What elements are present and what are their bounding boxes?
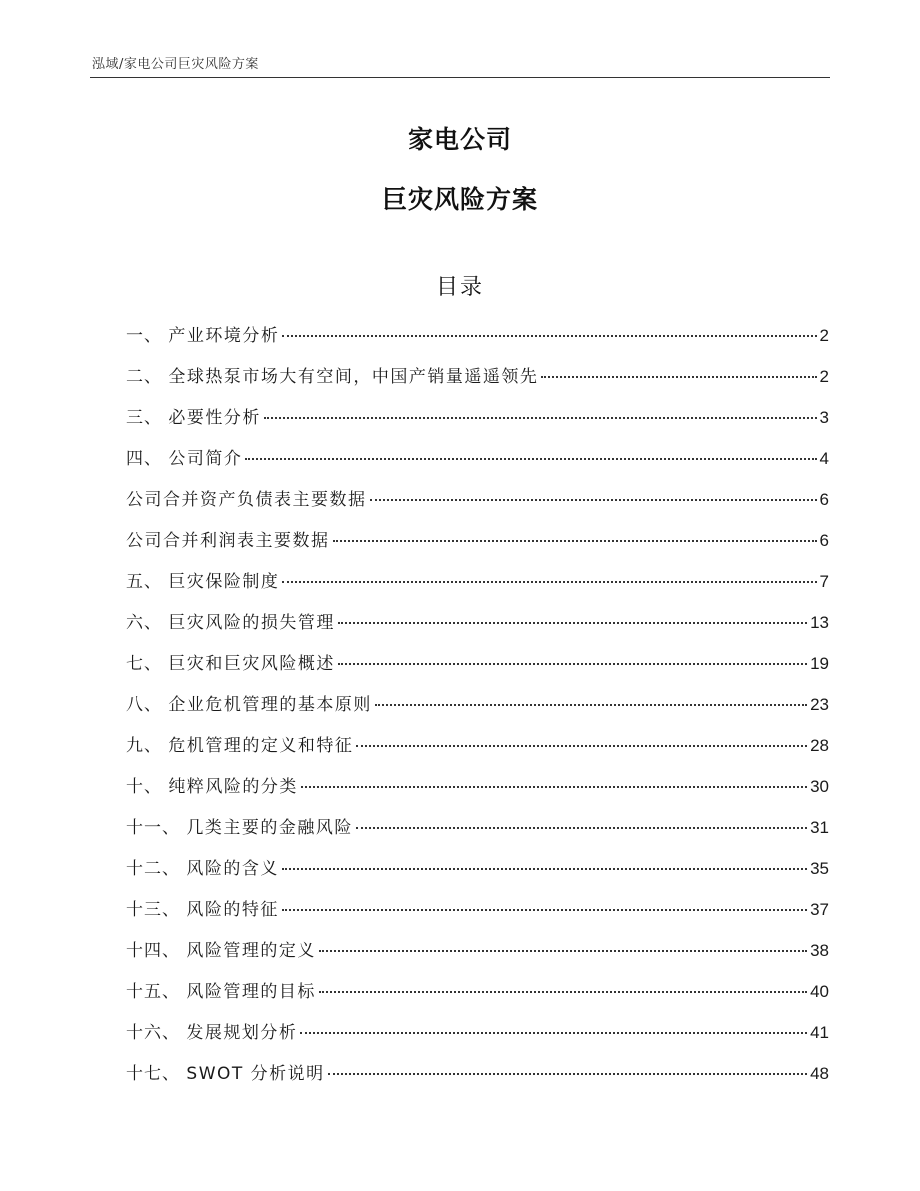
- toc-entry-number: 二、: [126, 367, 169, 387]
- toc-entry-page: 13: [810, 613, 829, 632]
- toc-entry-number: 十二、: [126, 859, 187, 879]
- toc-leader-dots: [356, 745, 807, 747]
- toc-entry-label: 风险管理的目标: [186, 982, 316, 1002]
- toc-entry-7[interactable]: [126, 567, 829, 608]
- toc-entry-18[interactable]: [126, 1018, 829, 1059]
- toc-entry-page: 28: [810, 736, 829, 755]
- toc-entry-page: 37: [810, 900, 829, 919]
- toc-entry-5[interactable]: [126, 485, 829, 526]
- toc-entry-19[interactable]: [126, 1059, 829, 1100]
- toc-entry-label: 巨灾和巨灾风险概述: [168, 654, 335, 674]
- toc-entry-page: 6: [819, 531, 829, 550]
- toc-entry-15[interactable]: [126, 895, 829, 936]
- toc-leader-dots: [282, 909, 807, 911]
- toc-entry-6[interactable]: [126, 526, 829, 567]
- toc-entry-page: 41: [810, 1023, 829, 1042]
- table-of-contents: [126, 321, 829, 1100]
- toc-entry-9[interactable]: [126, 649, 829, 690]
- toc-entry-label: 产业环境分析: [168, 326, 280, 346]
- toc-entry-3[interactable]: [126, 403, 829, 444]
- toc-entry-page: 35: [810, 859, 829, 878]
- toc-entry-page: 2: [819, 367, 829, 386]
- toc-entry-page: 48: [810, 1064, 829, 1083]
- toc-entry-label: 发展规划分析: [186, 1023, 298, 1043]
- toc-entry-10[interactable]: [126, 690, 829, 731]
- toc-leader-dots: [338, 663, 807, 665]
- toc-entry-label: 纯粹风险的分类: [168, 777, 298, 797]
- toc-leader-dots: [338, 622, 807, 624]
- toc-leader-dots: [319, 991, 807, 993]
- toc-heading: 目录: [435, 275, 484, 300]
- toc-leader-dots: [282, 335, 816, 337]
- toc-entry-label: 公司合并资产负债表主要数据: [126, 490, 367, 510]
- toc-entry-number: 十六、: [126, 1023, 187, 1043]
- toc-leader-dots: [541, 376, 816, 378]
- toc-entry-number: 六、: [126, 613, 169, 633]
- toc-entry-number: 九、: [126, 736, 169, 756]
- toc-entry-label: 风险的含义: [186, 859, 279, 879]
- toc-entry-page: 38: [810, 941, 829, 960]
- toc-leader-dots: [333, 540, 817, 542]
- toc-entry-label: 危机管理的定义和特征: [168, 736, 354, 756]
- toc-entry-number: 十四、: [126, 941, 187, 961]
- toc-entry-page: 6: [819, 490, 829, 509]
- document-title-line-1: 家电公司: [407, 125, 512, 154]
- toc-entry-page: 3: [819, 408, 829, 427]
- toc-leader-dots: [328, 1073, 807, 1075]
- toc-leader-dots: [301, 786, 807, 788]
- toc-entry-12[interactable]: [126, 772, 829, 813]
- toc-leader-dots: [264, 417, 817, 419]
- toc-leader-dots: [375, 704, 807, 706]
- toc-entry-label: 巨灾风险的损失管理: [168, 613, 335, 633]
- toc-entry-11[interactable]: [126, 731, 829, 772]
- toc-entry-17[interactable]: [126, 977, 829, 1018]
- toc-entry-label: 风险的特征: [186, 900, 279, 920]
- toc-entry-4[interactable]: [126, 444, 829, 485]
- toc-entry-page: 23: [810, 695, 829, 714]
- toc-entry-page: 31: [810, 818, 829, 837]
- document-title-line-2: 巨灾风险方案: [381, 185, 538, 214]
- toc-entry-label: 风险管理的定义: [186, 941, 316, 961]
- toc-entry-13[interactable]: [126, 813, 829, 854]
- toc-entry-label: 几类主要的金融风险: [186, 818, 353, 838]
- toc-entry-page: 2: [819, 326, 829, 345]
- toc-entry-8[interactable]: [126, 608, 829, 649]
- toc-entry-page: 40: [810, 982, 829, 1001]
- toc-entry-number: 十五、: [126, 982, 187, 1002]
- toc-entry-number: 五、: [126, 572, 169, 592]
- toc-entry-page: 19: [810, 654, 829, 673]
- toc-entry-label: 企业危机管理的基本原则: [168, 695, 372, 715]
- toc-entry-label: SWOT 分析说明: [186, 1064, 325, 1084]
- toc-entry-number: 三、: [126, 408, 169, 428]
- toc-entry-2[interactable]: [126, 362, 829, 403]
- toc-entry-number: 十七、: [126, 1064, 187, 1084]
- running-header: 泓域/家电公司巨灾风险方案: [92, 57, 259, 72]
- toc-entry-number: 四、: [126, 449, 169, 469]
- toc-leader-dots: [319, 950, 807, 952]
- toc-leader-dots: [300, 1032, 807, 1034]
- header-divider: [90, 77, 830, 78]
- toc-entry-number: 十一、: [126, 818, 187, 838]
- toc-leader-dots: [356, 827, 807, 829]
- toc-entry-16[interactable]: [126, 936, 829, 977]
- toc-leader-dots: [282, 868, 807, 870]
- toc-leader-dots: [245, 458, 816, 460]
- toc-entry-label: 公司合并利润表主要数据: [126, 531, 330, 551]
- toc-entry-page: 4: [819, 449, 829, 468]
- toc-entry-label: 公司简介: [168, 449, 243, 469]
- toc-entry-number: 一、: [126, 326, 169, 346]
- toc-entry-label: 全球热泵市场大有空间，中国产销量遥遥领先: [168, 367, 539, 387]
- toc-entry-14[interactable]: [126, 854, 829, 895]
- toc-entry-number: 八、: [126, 695, 169, 715]
- toc-entry-page: 7: [819, 572, 829, 591]
- toc-entry-label: 必要性分析: [168, 408, 261, 428]
- toc-leader-dots: [370, 499, 817, 501]
- toc-entry-number: 十、: [126, 777, 169, 797]
- toc-entry-label: 巨灾保险制度: [168, 572, 280, 592]
- toc-entry-page: 30: [810, 777, 829, 796]
- toc-entry-number: 七、: [126, 654, 169, 674]
- toc-entry-number: 十三、: [126, 900, 187, 920]
- toc-leader-dots: [282, 581, 816, 583]
- toc-entry-1[interactable]: [126, 321, 829, 362]
